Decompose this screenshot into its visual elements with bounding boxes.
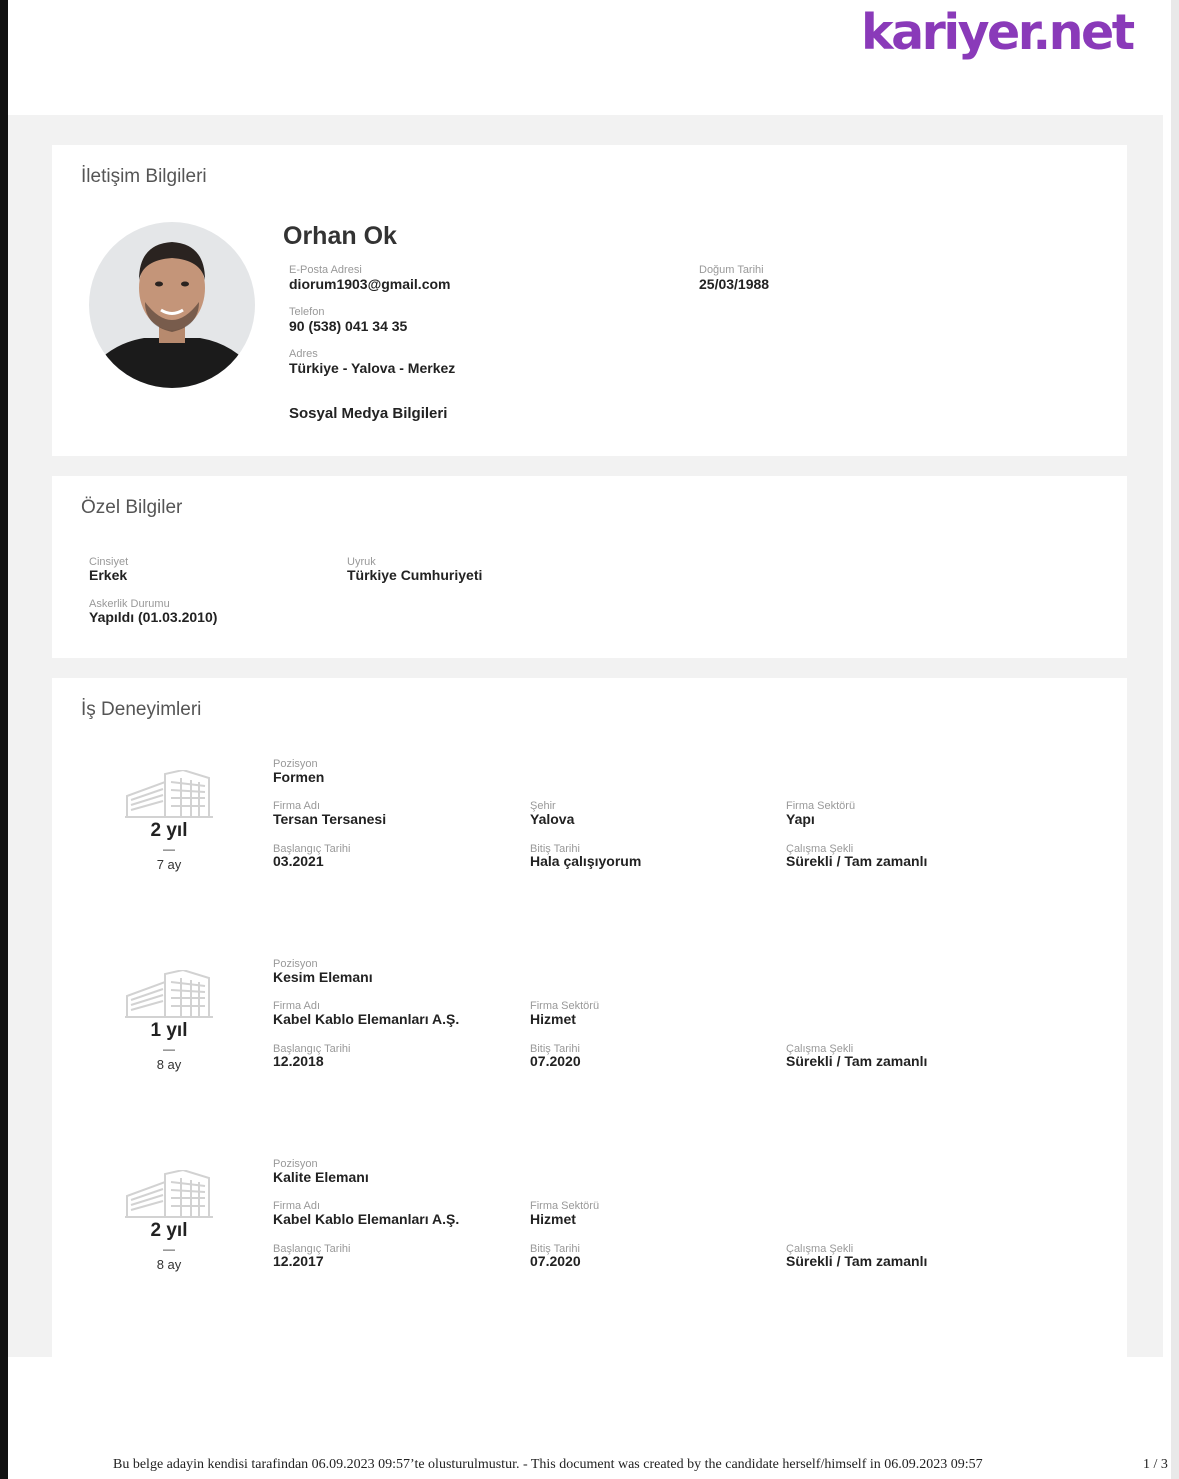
work-type-value: Sürekli / Tam zamanlı	[786, 1053, 928, 1069]
sector-label: Firma Sektörü	[530, 1200, 600, 1212]
phone-label: Telefon	[289, 306, 325, 318]
duration-separator: —	[163, 1042, 175, 1056]
gender-value: Erkek	[89, 567, 128, 583]
right-scrollbar-track[interactable]	[1171, 0, 1179, 1479]
left-window-edge	[0, 0, 8, 1479]
profile-photo	[89, 222, 255, 388]
building-icon	[125, 770, 213, 818]
company-value: Kabel Kablo Elemanları A.Ş.	[273, 1011, 460, 1027]
company-label: Firma Adı	[273, 1000, 321, 1012]
sector-value: Hizmet	[530, 1211, 576, 1227]
position-value: Kesim Elemanı	[273, 969, 373, 985]
city-label: Şehir	[530, 800, 556, 812]
end-date-value: 07.2020	[530, 1053, 581, 1069]
end-date-value: Hala çalışıyorum	[530, 853, 642, 869]
contact-section-title: İletişim Bilgileri	[81, 166, 207, 187]
page-number: 1 / 3	[1143, 1457, 1168, 1472]
duration-years: 2 yıl	[150, 1220, 188, 1241]
position-value: Kalite Elemanı	[273, 1169, 369, 1185]
work-type-label: Çalışma Şekli	[786, 1243, 854, 1255]
duration-years: 1 yıl	[150, 1020, 188, 1041]
contact-card	[52, 145, 1127, 456]
duration-months: 8 ay	[156, 1057, 182, 1072]
position-label: Pozisyon	[273, 758, 318, 770]
address-value: Türkiye - Yalova - Merkez	[289, 360, 456, 376]
nationality-value: Türkiye Cumhuriyeti	[347, 567, 483, 583]
end-date-label: Bitiş Tarihi	[530, 1043, 580, 1055]
start-date-value: 03.2021	[273, 853, 324, 869]
position-label: Pozisyon	[273, 958, 318, 970]
sector-label: Firma Sektörü	[786, 800, 856, 812]
experience-section-title: İş Deneyimleri	[81, 699, 202, 720]
nationality-label: Uyruk	[347, 556, 376, 568]
kariyer-logo: kariyer.net	[861, 4, 1133, 61]
sector-value: Yapı	[786, 811, 815, 827]
private-info-card	[52, 476, 1127, 658]
duration-months: 8 ay	[156, 1257, 182, 1272]
private-section-title: Özel Bilgiler	[81, 497, 183, 518]
candidate-name: Orhan Ok	[283, 222, 397, 250]
building-icon	[125, 970, 213, 1018]
sector-value: Hizmet	[530, 1011, 576, 1027]
page-header	[8, 0, 1171, 115]
position-label: Pozisyon	[273, 1158, 318, 1170]
address-label: Adres	[289, 348, 318, 360]
end-date-label: Bitiş Tarihi	[530, 1243, 580, 1255]
gender-label: Cinsiyet	[89, 556, 129, 568]
company-value: Tersan Tersanesi	[273, 811, 387, 827]
end-date-value: 07.2020	[530, 1253, 581, 1269]
experience-entry	[52, 678, 1127, 872]
footer-note: Bu belge adayin kendisi tarafindan 06.09.2023 09:57’te olusturulmustur. - This document was created by the candidate herself/himself in 06.09.2023 09:57	[113, 1457, 983, 1472]
experience-card	[52, 678, 1127, 1357]
work-type-label: Çalışma Şekli	[786, 843, 854, 855]
duration-separator: —	[163, 842, 175, 856]
experience-entry	[52, 878, 1127, 1072]
company-value: Kabel Kablo Elemanları A.Ş.	[273, 1211, 460, 1227]
end-date-label: Bitiş Tarihi	[530, 843, 580, 855]
military-label: Askerlik Durumu	[89, 598, 170, 610]
work-type-value: Sürekli / Tam zamanlı	[786, 1253, 928, 1269]
avatar-icon	[89, 222, 255, 388]
duration-separator: —	[163, 1242, 175, 1256]
start-date-label: Başlangıç Tarihi	[273, 843, 351, 855]
email-label: E-Posta Adresi	[289, 264, 362, 276]
start-date-value: 12.2018	[273, 1053, 324, 1069]
start-date-label: Başlangıç Tarihi	[273, 1243, 351, 1255]
birth-date-label: Doğum Tarihi	[699, 264, 764, 276]
work-type-value: Sürekli / Tam zamanlı	[786, 853, 928, 869]
email-value: diorum1903@gmail.com	[289, 276, 451, 292]
sector-label: Firma Sektörü	[530, 1000, 600, 1012]
social-media-title: Sosyal Medya Bilgileri	[289, 405, 448, 422]
phone-value: 90 (538) 041 34 35	[289, 318, 408, 334]
start-date-label: Başlangıç Tarihi	[273, 1043, 351, 1055]
military-value: Yapıldı (01.03.2010)	[89, 609, 218, 625]
city-value: Yalova	[530, 811, 575, 827]
birth-date-value: 25/03/1988	[699, 276, 770, 292]
company-label: Firma Adı	[273, 1200, 321, 1212]
duration-months: 7 ay	[156, 857, 182, 872]
experience-entry	[52, 1078, 1127, 1272]
start-date-value: 12.2017	[273, 1253, 324, 1269]
position-value: Formen	[273, 769, 325, 785]
duration-years: 2 yıl	[150, 820, 188, 841]
company-label: Firma Adı	[273, 800, 321, 812]
building-icon	[125, 1170, 213, 1218]
work-type-label: Çalışma Şekli	[786, 1043, 854, 1055]
